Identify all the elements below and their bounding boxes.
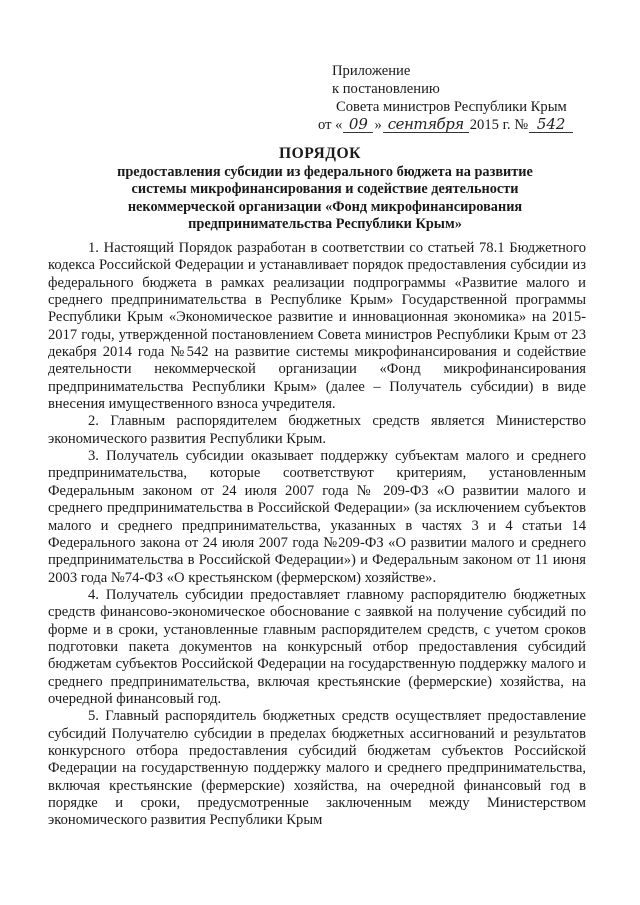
handwritten-day: 09 [343, 117, 373, 133]
document-body [48, 240, 586, 830]
appendix-resolution-ref: к постановлению [332, 81, 440, 97]
appendix-header [318, 62, 628, 134]
document-subtitle: предоставления субсидии из федерального бюджета на развитие системы микрофинансирования и содействие деятельности некоммерческой организации «Фонд микрофинансирования предпринимательства Республики Крым» [117, 164, 533, 232]
appendix-date-line [318, 116, 628, 134]
date-prefix: от « [318, 117, 343, 133]
appendix-council-name: Совета министров Республики Крым [336, 99, 567, 115]
date-year: 2015 г. № [469, 117, 529, 133]
paragraph-3: 3. Получатель субсидии оказывает поддержку субъектам малого и среднего предпринимательства, которые соответствуют критериям, установленным Федеральным законом от 24 июля 2007 года № 209-ФЗ «О развитии малого и среднего предпринимательства в Российской Федерации» (за исключением субъектов малого и среднего предпринимательства, указанных в частях 3 и 4 статьи 14 Федерального закона от 24 июля 2007 года №209-ФЗ «О развитии малого и среднего предпринимательства в Российской Федерации») и Федеральным законом от 11 июня 2003 года №74-ФЗ «О крестьянском (фермерском) хозяйстве». [48, 448, 586, 586]
paragraph-1: 1. Настоящий Порядок разработан в соответствии со статьей 78.1 Бюджетного кодекса Российской Федерации и устанавливает порядок предоставления субсидии из федерального бюджета в рамках реализации подпрограммы «Развитие малого и среднего предпринимательства в Республике Крым» Государственной программы Республики Крым «Экономическое развитие и инновационная экономика» на 2015-2017 годы, утвержденной постановлением Совета министров Республики Крым от 23 декабря 2014 года №542 на развитие системы микрофинансирования и содействие деятельности некоммерческой организации «Фонд микрофинансирования предпринимательства Республики Крым» (далее – Получатель субсидии) в виде внесения имущественного взноса учредителя. [48, 240, 586, 413]
paragraph-4: 4. Получатель субсидии предоставляет главному распорядителю бюджетных средств финансово-экономическое обоснование с заявкой на получение субсидий по форме и в сроки, установленные главным распорядителем средств, с учетом сроков подготовки пакета документов на конкурсный отбор предоставления субсидий бюджетам субъектов Российской Федерации на государственную поддержку малого и среднего предпринимательства, включая крестьянские (фермерские) хозяйства, на очередной финансовый год. [48, 586, 586, 707]
appendix-label: Приложение [332, 63, 411, 79]
date-mid: » [374, 117, 382, 133]
handwritten-number: 542 [529, 117, 573, 133]
paragraph-2: 2. Главным распорядителем бюджетных средств является Министерство экономического развития Республики Крым. [48, 413, 586, 447]
paragraph-5: 5. Главный распорядитель бюджетных средств осуществляет предоставление субсидий Получателю субсидии в пределах бюджетных ассигнований и результатов конкурсного отбора предоставления субсидий бюджетам субъектов Российской Федерации на государственную поддержку малого и среднего предпринимательства, включая крестьянские (фермерские) хозяйства, на очередной финансовый год в порядке и сроки, предусмотренные заключенным между Министерством экономического развития Республики Крым [48, 708, 586, 829]
document-title: ПОРЯДОК [279, 145, 361, 162]
handwritten-month: сентября [383, 117, 469, 133]
